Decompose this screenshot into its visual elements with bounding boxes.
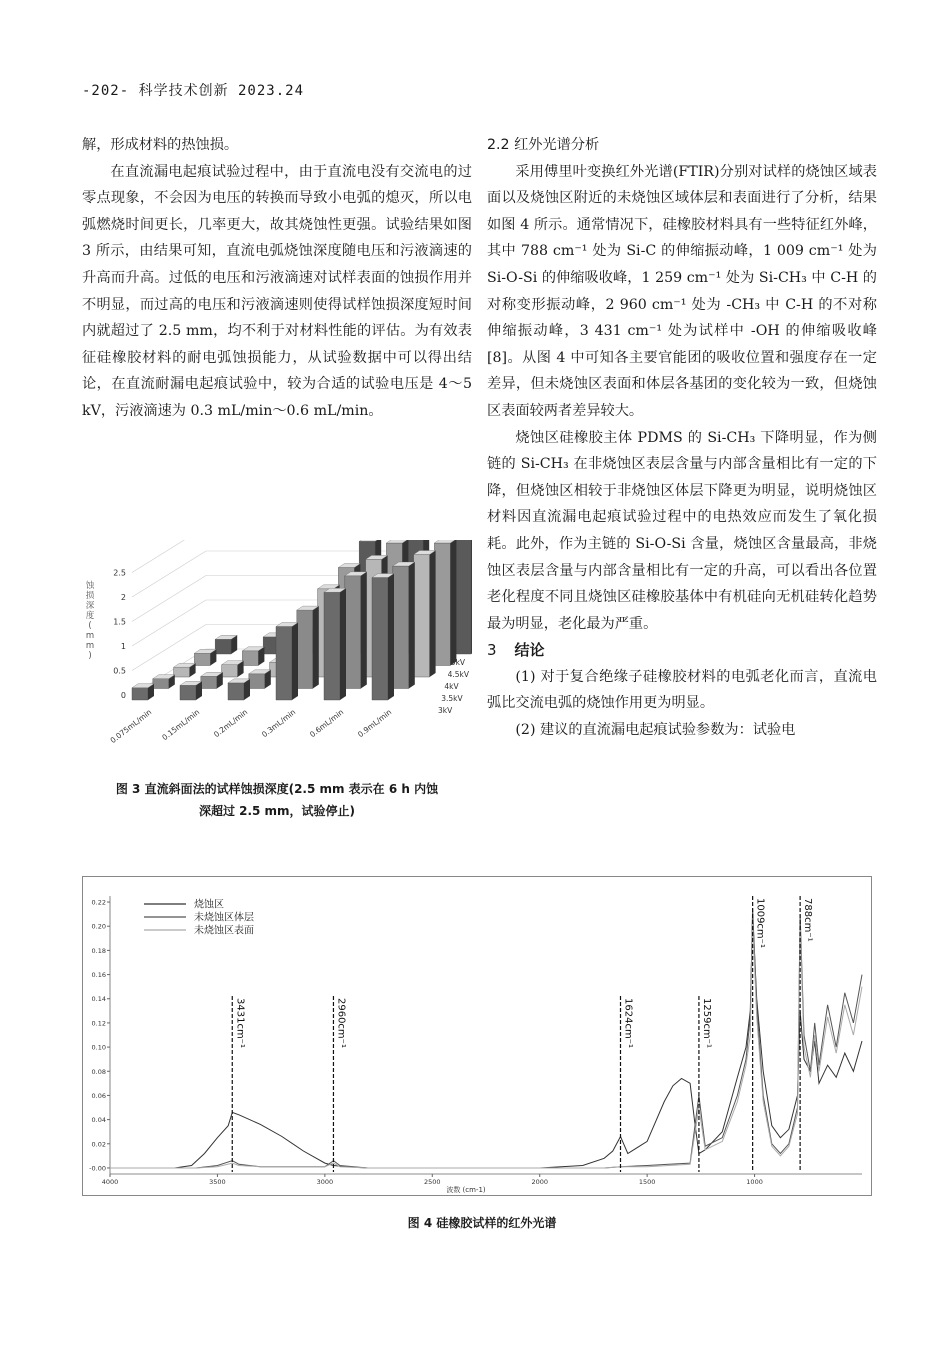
y-axis-label xyxy=(86,580,95,661)
bar-front xyxy=(215,639,231,654)
y-axis-label-char: ) xyxy=(88,651,92,661)
x-tick-label: 3000 xyxy=(316,1178,334,1186)
x-tick-label: 4000 xyxy=(101,1178,119,1186)
y-tick-label: 0.5 xyxy=(113,666,126,676)
annotation-label: 1259cm⁻¹ xyxy=(700,998,712,1048)
x-axis-label: 波数 (cm-1) xyxy=(446,1186,486,1194)
right-column xyxy=(487,132,877,744)
y-tick-label: 0 xyxy=(120,691,126,700)
left-column xyxy=(82,132,472,425)
bar-side xyxy=(471,540,472,654)
figure-3-chart xyxy=(82,540,472,770)
section-title xyxy=(487,637,877,664)
annotation-label: 3431cm⁻¹ xyxy=(234,998,246,1048)
y-tick-label: 0.02 xyxy=(91,1140,106,1149)
annotation-label: 1624cm⁻¹ xyxy=(622,998,634,1048)
bar-front xyxy=(345,576,361,689)
y-tick-label: 0.14 xyxy=(91,995,106,1004)
chart-legend xyxy=(144,898,254,937)
bar-front xyxy=(372,578,388,701)
bar-side xyxy=(430,551,436,678)
series-label: 4.5kV xyxy=(447,670,470,679)
y-tick-label: 2.5 xyxy=(113,568,126,578)
series-line xyxy=(110,908,862,1168)
gridline xyxy=(132,551,206,597)
paragraph: 在直流漏电起痕试验过程中，由于直流电没有交流电的过零点现象，不会因为电压的转换而导致小电弧的熄灭，所以电弧燃烧时间更长，几率更大，故其烧蚀性更强。试验结果如图 3 所示，由结果可知，直流电弧烧蚀深度随电压和污液滴速的升高而升高。过低的电压和污液滴速对试样表面的蚀损作用并不明显，而过高的电压和污液滴速则使得试样蚀损深度短时间内就超过了 2.5 mm，均不利于对材料性能的评估。为有效表征硅橡胶材料的耐电弧蚀损能力，从试验数据中可以得出结论，在直流耐漏电起痕试验中，较为合适的试验电压是 4～5 kV，污液滴速为 0.3 mL/min～0.6 mL/min。 xyxy=(82,163,472,419)
x-tick-label: 1500 xyxy=(638,1178,656,1186)
y-tick-label: 0.08 xyxy=(91,1067,106,1076)
bar-front xyxy=(228,683,244,700)
figure-4-chart xyxy=(82,876,872,1196)
x-tick-label: 0.075mL/min xyxy=(108,707,154,746)
y-tick-label: 0.18 xyxy=(91,946,106,955)
x-tick-label: 0.15mL/min xyxy=(160,707,202,743)
paragraph: 解，形成材料的热蚀损。 xyxy=(82,137,239,153)
y-tick-label: 1.5 xyxy=(113,617,126,627)
series-line xyxy=(110,920,862,1168)
bar-front xyxy=(297,610,313,688)
x-tick-label: 0.6mL/min xyxy=(308,707,346,740)
gridline xyxy=(132,576,206,622)
section-heading: 结论 xyxy=(514,641,545,660)
bar-front xyxy=(249,674,265,689)
bar-side xyxy=(313,606,319,688)
x-tick-label: 1000 xyxy=(746,1178,763,1186)
x-tick-label: 3500 xyxy=(209,1178,226,1186)
bar-front xyxy=(132,688,148,700)
y-tick-label: 0.20 xyxy=(91,922,106,931)
annotation-label: 788cm⁻¹ xyxy=(802,898,814,942)
figure-3-caption xyxy=(82,778,472,822)
paragraph: 烧蚀区硅橡胶主体 PDMS 的 Si-CH₃ 下降明显，作为侧链的 Si-CH₃ 在非烧蚀区表层含量与内部含量相比有一定的下降，但烧蚀区相较于非烧蚀区体层下降更为明显，说明烧蚀区材料因直流漏电起痕试验过程中的电热效应而发生了氧化损耗。此外，作为主链的 Si-O-Si 含量，烧蚀区含量最高，非烧蚀区表层含量与内部含量相比有一定的升高，可以看出各位置老化程度不同且烧蚀区硅橡胶基体中有机硅向无机硅转化趋势最为明显，老化最为严重。 xyxy=(487,429,877,632)
section-title: 2.2 红外光谱分析 xyxy=(487,137,600,153)
bar-front xyxy=(414,555,430,678)
legend-label: 未烧蚀区体层 xyxy=(194,912,254,924)
bar-front xyxy=(201,676,217,688)
bar-front xyxy=(455,540,471,654)
legend-label: 烧蚀区 xyxy=(194,899,224,911)
x-tick-label: 2500 xyxy=(424,1178,441,1186)
x-tick-label: 0.3mL/min xyxy=(260,707,298,740)
y-tick-label: 0.22 xyxy=(91,898,106,907)
x-tick-label: 2000 xyxy=(531,1178,548,1186)
y-axis-label-char: ( xyxy=(88,621,92,631)
bar-front xyxy=(324,592,340,700)
y-tick-label: 2 xyxy=(120,593,126,602)
series-label: 5kV xyxy=(450,658,466,667)
series-label: 3kV xyxy=(438,706,453,715)
y-axis-label-char: m xyxy=(85,631,95,641)
page-header: -202- 科学技术创新 2023.24 xyxy=(82,83,305,99)
y-tick-label: 0.06 xyxy=(91,1091,106,1100)
y-axis-label-char: 蚀 xyxy=(85,581,95,591)
y-tick-label: 0.16 xyxy=(91,971,106,980)
paragraph: (2) 建议的直流漏电起痕试验参数为：试验电 xyxy=(515,722,796,739)
bar-front xyxy=(393,566,409,689)
y-tick-label: 0.10 xyxy=(91,1043,106,1052)
bar-side xyxy=(361,572,367,689)
y-axis-label-char: 损 xyxy=(85,591,95,601)
bar-side xyxy=(409,562,415,689)
bar-front xyxy=(276,627,292,701)
bar-side xyxy=(450,540,456,666)
y-tick-label: 0.04 xyxy=(91,1116,106,1125)
y-tick-label: 0.12 xyxy=(91,1019,106,1028)
bar-front xyxy=(194,653,210,665)
bar-side xyxy=(292,623,298,701)
bar-front xyxy=(180,685,196,700)
section-number: 3 xyxy=(487,641,497,660)
x-tick-label: 0.2mL/min xyxy=(212,707,250,740)
paragraph: (1) 对于复合绝缘子硅橡胶材料的电弧老化而言，直流电弧比交流电弧的烧蚀作用更为明显。 xyxy=(487,668,877,712)
bar-front xyxy=(242,651,258,666)
series-label: 3.5kV xyxy=(441,694,463,703)
annotation-label: 1009cm⁻¹ xyxy=(754,898,766,948)
gridline xyxy=(132,540,206,573)
caption-line: 图 3 直流斜面法的试样蚀损深度(2.5 mm 表示在 6 h 内蚀 xyxy=(115,782,439,796)
legend-label: 未烧蚀区表面 xyxy=(194,925,254,937)
series-label: 4kV xyxy=(444,682,459,691)
paragraph: 采用傅里叶变换红外光谱(FTIR)分别对试样的烧蚀区域表面以及烧蚀区附近的未烧蚀区域体层和表面进行了分析，结果如图 4 所示。通常情况下，硅橡胶材料具有一些特征红外峰，其中 788 cm⁻¹ 处为 Si-C 的伸缩振动峰，1 009 cm⁻¹ 处为 Si-O-Si 的伸缩吸收峰，1 259 cm⁻¹ 处为 Si-CH₃ 中 C-H 的对称变形振动峰，2 960 cm⁻¹ 处为 -CH₃ 中 C-H 的不对称伸缩振动峰，3 431 cm⁻¹ 处为试样中 -OH 的伸缩吸收峰 [8]。从图 4 中可知各主要官能团的吸收位置和强度存在一定差异，但未烧蚀区表面和体层各基团的变化较为一致，但烧蚀区表面较两者差异较大。 xyxy=(487,163,877,419)
bar-front xyxy=(222,665,238,677)
bar-side xyxy=(388,574,394,701)
gridline xyxy=(132,600,206,646)
y-tick-label: -0.00 xyxy=(89,1164,106,1173)
bar-front xyxy=(153,679,169,689)
x-tick-label: 0.9mL/min xyxy=(356,707,394,740)
caption-line: 深超过 2.5 mm，试验停止) xyxy=(198,804,356,818)
bar-front xyxy=(174,667,190,677)
chart-lines xyxy=(110,908,862,1168)
y-axis-label-char: 度 xyxy=(85,611,95,621)
bar-side xyxy=(340,588,346,700)
figure-4-caption: 图 4 硅橡胶试样的红外光谱 xyxy=(407,1216,557,1230)
chart-bars xyxy=(132,540,472,700)
annotation-label: 2960cm⁻¹ xyxy=(335,998,347,1048)
y-axis-label-char: m xyxy=(85,641,95,651)
y-axis-label-char: 深 xyxy=(85,601,95,611)
y-tick-label: 1 xyxy=(120,642,126,651)
bar-front xyxy=(434,543,450,666)
